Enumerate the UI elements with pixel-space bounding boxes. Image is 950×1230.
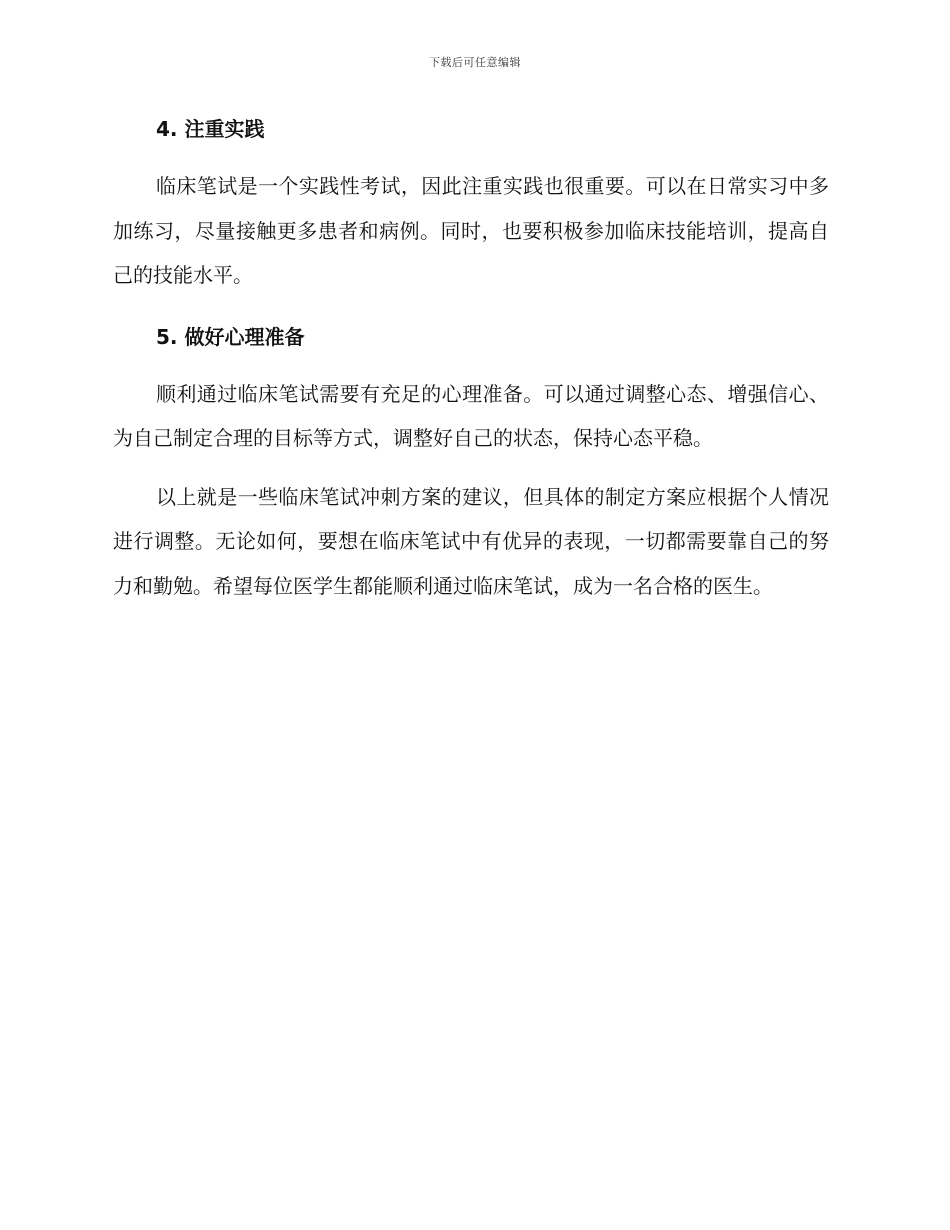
section-heading-mental-preparation: 5. 做好心理准备: [156, 324, 305, 349]
section-heading-practice: 4. 注重实践: [156, 117, 265, 141]
section-paragraph-mental-preparation: 顺利通过临床笔试需要有充足的心理准备。可以通过调整心态、增强信心、为自己制定合理的目标等方式，调整好自己的状态，保持心态平稳。: [113, 381, 829, 450]
header-note: 下载后可任意编辑: [429, 56, 521, 69]
conclusion-paragraph: 以上就是一些临床笔试冲刺方案的建议，但具体的制定方案应根据个人情况进行调整。无论如何，要想在临床笔试中有优异的表现，一切都需要靠自己的努力和勤勉。希望每位医学生都能顺利通过临床笔试，成为一名合格的医生。: [113, 484, 829, 598]
section-paragraph-practice: 临床笔试是一个实践性考试，因此注重实践也很重要。可以在日常实习中多加练习，尽量接触更多患者和病例。同时，也要积极参加临床技能培训，提高自己的技能水平。: [113, 174, 829, 287]
document-body: [113, 114, 829, 608]
